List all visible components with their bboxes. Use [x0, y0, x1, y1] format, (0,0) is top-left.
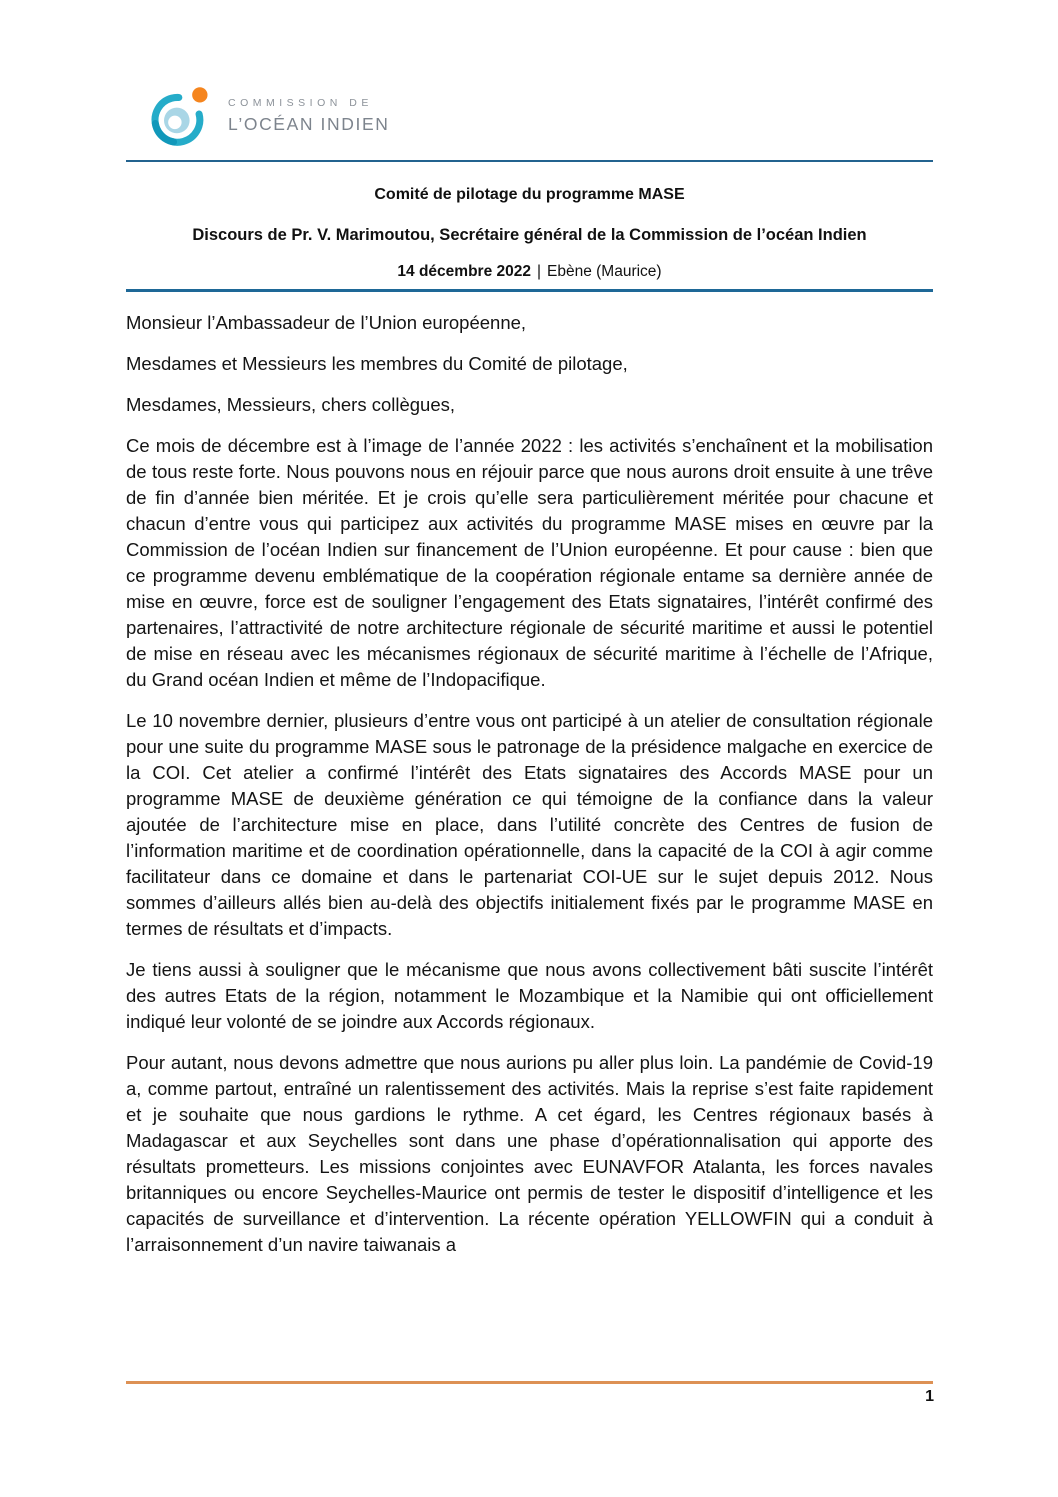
- document-dateline: [126, 263, 933, 281]
- speech-body: [126, 310, 933, 1258]
- header-bottom-rule: [126, 289, 933, 292]
- footer-rule: [126, 1381, 933, 1384]
- dateline-separator: |: [536, 263, 542, 280]
- salutation-line-1: Monsieur l’Ambassadeur de l’Union européenne,: [126, 312, 527, 333]
- logo-text-line1: COMMISSION DE: [228, 97, 373, 109]
- page-number: 1: [925, 1388, 934, 1405]
- coi-logo-text: [228, 97, 389, 135]
- salutation-line-2: Mesdames et Messieurs les membres du Comité de pilotage,: [126, 353, 628, 374]
- document-header: [126, 186, 933, 281]
- logo-text-line2: L’OCÉAN INDIEN: [228, 114, 390, 134]
- header-top-rule: [126, 160, 933, 162]
- paragraph-4: Pour autant, nous devons admettre que nous aurions pu aller plus loin. La pandémie de Covid-19 a, comme partout, entraîné un ralentissement des activités. Mais la reprise s’est faite rapidement et je souhaite que nous gardions le rythme. A cet égard, les Centres régionaux basés à Madagascar et aux Seychelles sont dans une phase d’opérationnalisation qui apporte des résultats prometteurs. Les missions conjointes avec EUNAVFOR Atalanta, les forces navales britanniques ou encore Seychelles-Maurice ont permis de tester le dispositif d’intelligence et les capacités de surveillance et d’intervention. La récente opération YELLOWFIN qui a conduit à l’arraisonnement d’un navire taiwanais a: [126, 1052, 933, 1255]
- coi-logo-icon: [148, 84, 212, 148]
- document-title: Comité de pilotage du programme MASE: [374, 186, 685, 203]
- salutation-line-3: Mesdames, Messieurs, chers collègues,: [126, 394, 456, 415]
- coi-logo: [148, 84, 933, 148]
- paragraph-2: Le 10 novembre dernier, plusieurs d’entre vous ont participé à un atelier de consultation régionale pour une suite du programme MASE sous le patronage de la présidence malgache en exercice de la COI. Cet atelier a confirmé l’intérêt des Etats signataires des Accords MASE pour un programme MASE de deuxième génération ce qui témoigne de la confiance dans la valeur ajoutée de l’architecture mise en place, dans l’utilité concrète des Centres de fusion de l’information maritime et de coordination opérationnelle, dans la capacité de la COI à agir comme facilitateur dans ce domaine et dans le partenariat COI-UE sur le sujet depuis 2012. Nous sommes d’ailleurs allés bien au-delà des objectifs initialement fixés par le programme MASE en termes de résultats et d’impacts.: [126, 710, 933, 939]
- paragraph-1: Ce mois de décembre est à l’image de l’année 2022 : les activités s’enchaînent et la mobilisation de tous reste forte. Nous pouvons nous en réjouir parce que nous aurons droit ensuite à une trêve de fin d’année bien méritée. Et je crois qu’elle sera particulièrement méritée pour chacune et chacun d’entre vous qui participez aux activités du programme MASE mises en œuvre par la Commission de l’océan Indien sur financement de l’Union européenne. Et pour cause : bien que ce programme devenu emblématique de la coopération régionale entame sa dernière année de mise en œuvre, force est de souligner l’engagement des Etats signataires, l’intérêt confirmé des partenaires, l’attractivité de notre architecture régionale de sécurité maritime et aussi le potentiel de mise en réseau avec les mécanismes régionaux de sécurité maritime à l’échelle de l’Afrique, du Grand océan Indien et même de l’Indopacifique.: [126, 435, 933, 690]
- document-subtitle: Discours de Pr. V. Marimoutou, Secrétaire général de la Commission de l’océan Indien: [192, 226, 867, 244]
- document-location: Ebène (Maurice): [547, 263, 662, 280]
- paragraph-3: Je tiens aussi à souligner que le mécanisme que nous avons collectivement bâti suscite l’intérêt des autres Etats de la région, notamment le Mozambique et la Namibie qui ont officiellement indiqué leur volonté de se joindre aux Accords régionaux.: [126, 959, 933, 1032]
- document-date: 14 décembre 2022: [397, 263, 531, 280]
- page-content: [126, 0, 933, 1258]
